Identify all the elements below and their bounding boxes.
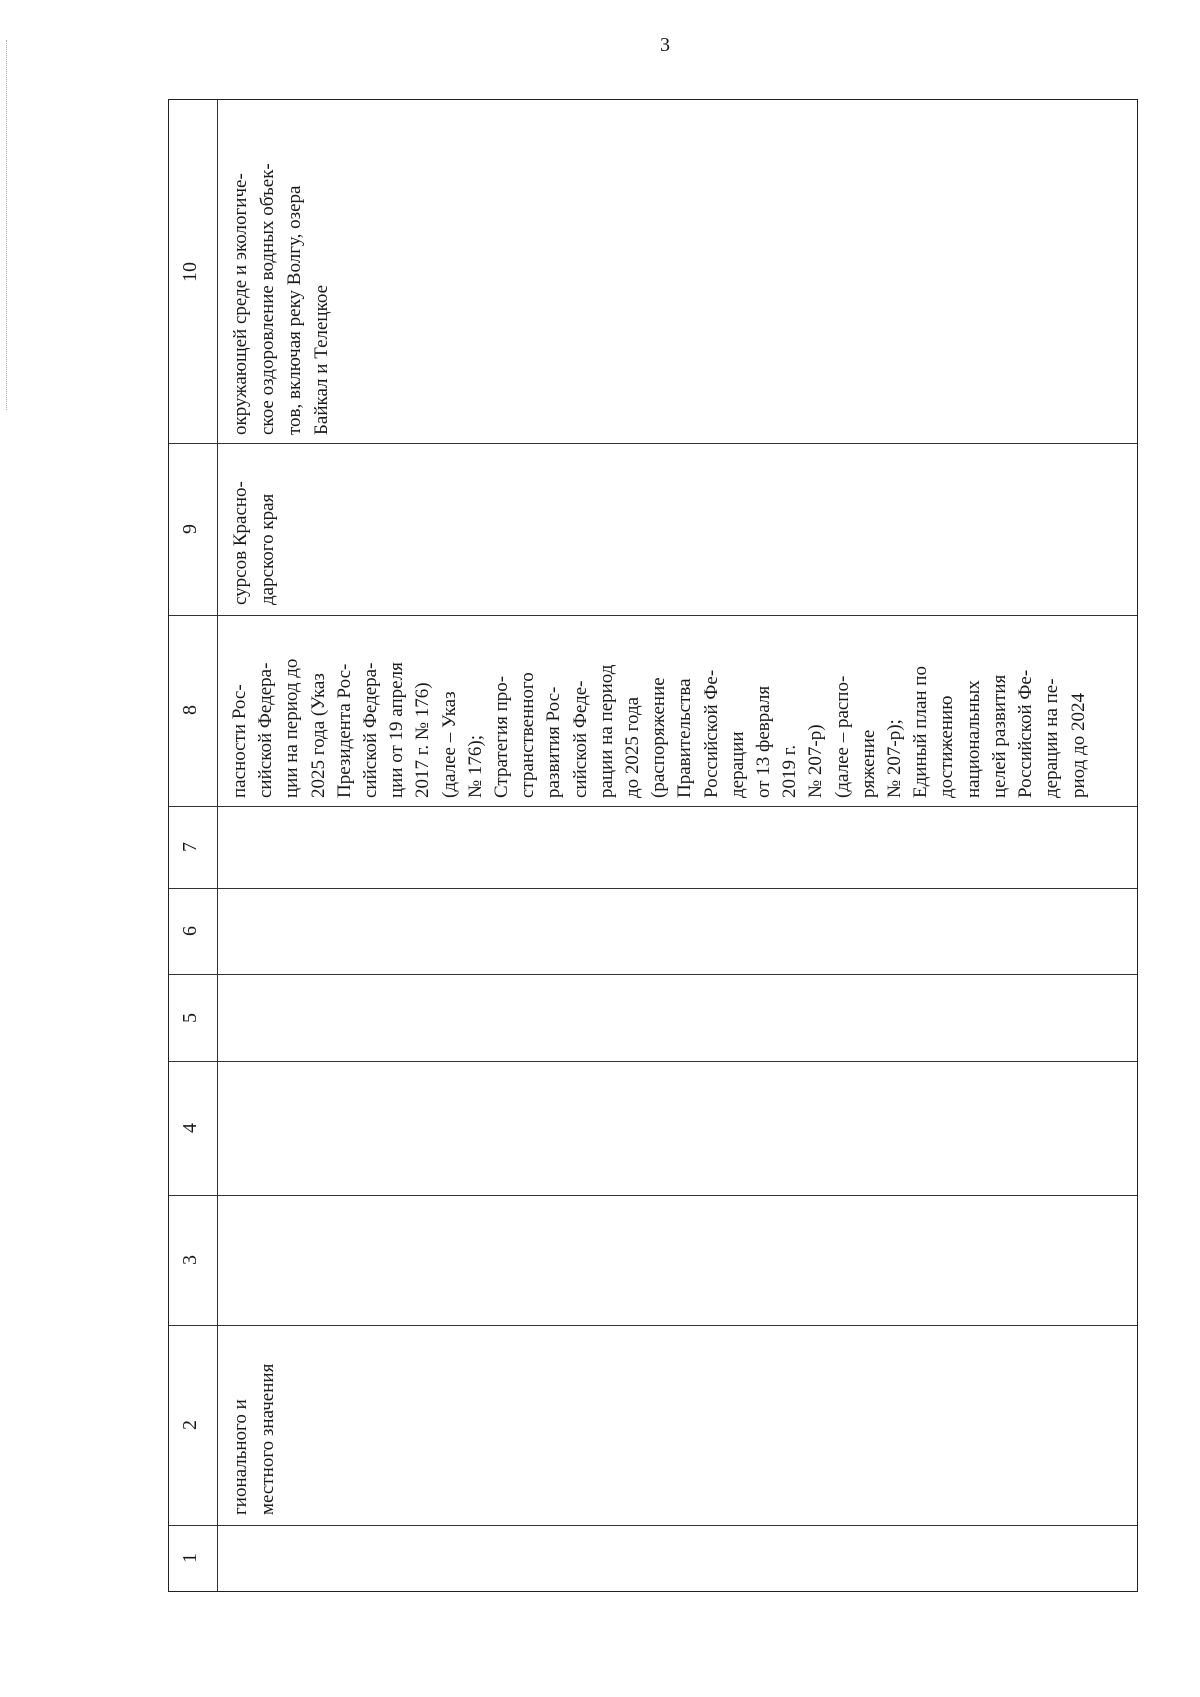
cell-col8-line: дерации на пе-: [1041, 678, 1063, 798]
cell-col8-line: ряжение: [857, 729, 879, 798]
cell-col8-line: (распоряжение: [648, 677, 670, 798]
column-number-1: 1: [179, 1553, 201, 1563]
cell-col8-line: от 13 февраля: [753, 685, 775, 798]
cell-col2-line: местного значения: [257, 1363, 278, 1515]
cell-col8-line: 2017 г. № 176): [412, 682, 434, 798]
cell-col8-line: 2025 года (Указ: [307, 673, 329, 798]
cell-col9-line: дарского края: [257, 493, 278, 605]
column-number-8: 8: [179, 705, 201, 715]
column-number-3: 3: [179, 1255, 201, 1265]
cell-col8-line: сийской Федера-: [360, 662, 382, 798]
rotated-table: [168, 99, 1138, 1592]
cell-col8: [227, 659, 1092, 798]
column-number-2: 2: [179, 1420, 201, 1430]
cell-col8-line: № 176);: [464, 735, 486, 798]
divider-9-8: [169, 615, 1137, 616]
cell-col8-line: пасности Рос-: [229, 684, 250, 798]
cell-col8-line: сийской Феде-: [569, 680, 591, 798]
cell-col8-line: развития Рос-: [543, 686, 565, 798]
header-divider: [217, 100, 218, 1591]
cell-col10: [227, 163, 335, 435]
divider-6-5: [169, 974, 1137, 975]
cell-col8-line: риод до 2024: [1067, 693, 1089, 798]
column-number-9: 9: [179, 524, 201, 534]
divider-2-1: [169, 1525, 1137, 1526]
cell-col2: [227, 1364, 281, 1515]
cell-col8-line: рации на период: [595, 664, 617, 798]
scan-artifact: [6, 40, 8, 410]
cell-col10-line: Байкал и Телецкое: [311, 284, 332, 435]
cell-col10-line: тов, включая реку Волгу, озера: [284, 185, 305, 435]
column-number-5: 5: [179, 1013, 201, 1023]
column-number-7: 7: [179, 842, 201, 852]
cell-col8-line: сийской Федера-: [255, 662, 277, 798]
divider-7-6: [169, 888, 1137, 889]
page-number: 3: [660, 34, 670, 56]
cell-col8-line: № 207-р);: [884, 719, 906, 798]
cell-col8-line: 2019 г.: [779, 744, 801, 798]
column-number-6: 6: [179, 926, 201, 936]
cell-col8-line: № 207-р): [805, 724, 827, 798]
cell-col8-line: Правительства: [674, 678, 696, 798]
cell-col10-line: окружающей среде и экологиче-: [230, 173, 251, 435]
divider-10-9: [169, 443, 1137, 444]
divider-5-4: [169, 1061, 1137, 1062]
column-number-4: 4: [179, 1123, 201, 1133]
column-number-10: 10: [179, 262, 201, 282]
divider-4-3: [169, 1195, 1137, 1196]
cell-col8-line: целей развития: [988, 674, 1010, 798]
cell-col10-line: ское оздоровление водных объек-: [257, 163, 278, 435]
cell-col9: [227, 481, 281, 605]
cell-col8-line: Стратегия про-: [491, 675, 513, 798]
cell-col8-line: (далее – распо-: [831, 675, 853, 798]
cell-col2-line: гионального и: [230, 1399, 251, 1515]
cell-col8-line: Российской Фе-: [1015, 669, 1037, 798]
cell-col8-line: (далее – Указ: [438, 691, 460, 798]
cell-col8-line: Президента Рос-: [333, 663, 355, 798]
divider-3-2: [169, 1325, 1137, 1326]
cell-col8-line: до 2025 года: [622, 696, 644, 798]
cell-col8-line: достижению: [936, 695, 958, 798]
cell-col8-line: странственного: [517, 672, 539, 798]
cell-col8-line: Российской Фе-: [700, 669, 722, 798]
cell-col9-line: сурсов Красно-: [230, 481, 251, 605]
cell-col8-line: национальных: [962, 680, 984, 798]
cell-col8-line: Единый план по: [910, 666, 932, 798]
cell-col8-line: ции на период до: [281, 658, 303, 798]
cell-col8-line: дерации: [726, 731, 748, 798]
cell-col8-line: ции от 19 апреля: [386, 662, 408, 798]
divider-8-7: [169, 806, 1137, 807]
